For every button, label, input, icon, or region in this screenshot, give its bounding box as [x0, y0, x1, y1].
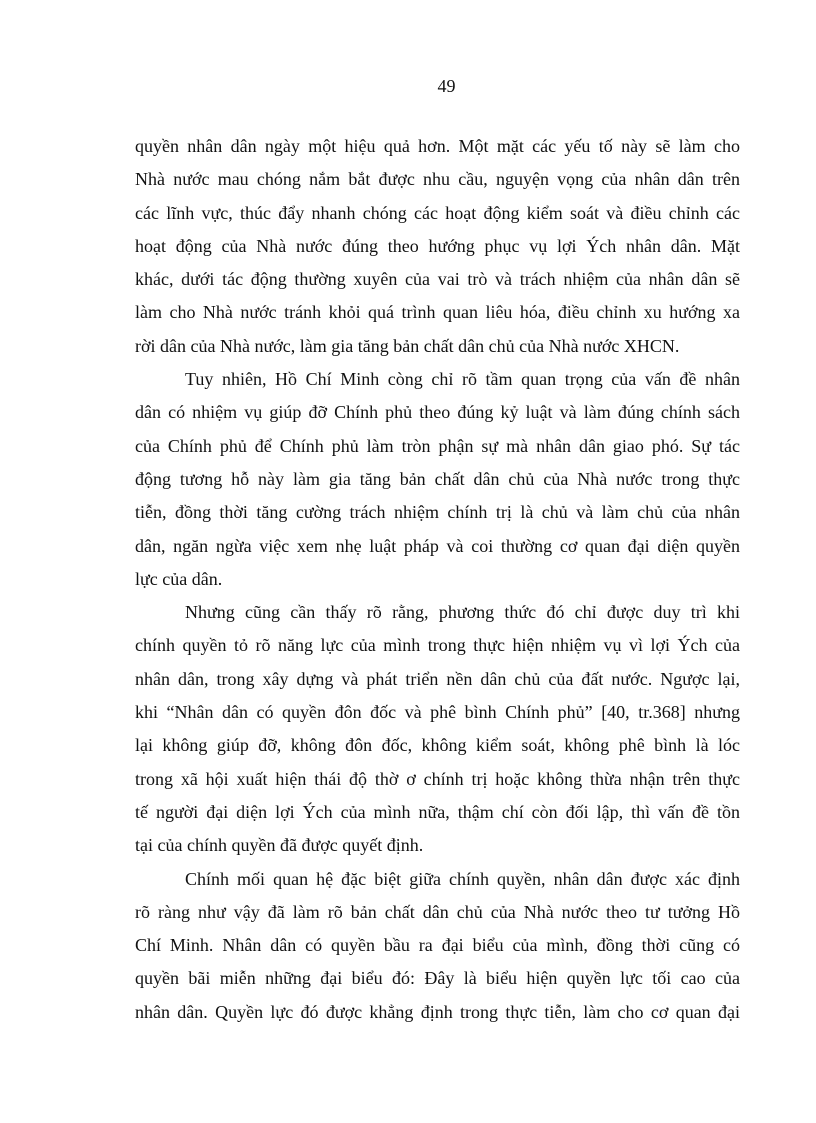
text-line: động tương hỗ này làm gia tăng bản chất dân chủ của Nhà nước trong thực: [135, 468, 740, 489]
text-line: trong xã hội xuất hiện thái độ thờ ơ chính trị hoặc không thừa nhận trên thực: [135, 768, 740, 789]
text-line: lại không giúp đỡ, không đôn đốc, không kiểm soát, không phê bình là lóc: [135, 735, 740, 756]
text-line: Nhưng cũng cần thấy rõ rằng, phương thức đó chỉ được duy trì khi: [185, 602, 740, 623]
text-line: rõ ràng như vậy đã làm rõ bản chất dân chủ của Nhà nước theo tư tưởng Hồ: [135, 901, 740, 922]
text-line: nhân dân. Quyền lực đó được khẳng định trong thực tiễn, làm cho cơ quan đại: [135, 1001, 740, 1022]
text-line: khi “Nhân dân có quyền đôn đốc và phê bình Chính phủ” [40, tr.368] nhưng: [135, 702, 740, 723]
text-line: khác, dưới tác động thường xuyên của vai trò và trách nhiệm của nhân dân sẽ: [135, 269, 740, 290]
text-line: chính quyền tỏ rõ năng lực của mình trong thực hiện nhiệm vụ vì lợi Ých của: [135, 635, 740, 656]
paragraph: [135, 596, 740, 862]
text-line: tiễn, đồng thời tăng cường trách nhiệm chính trị là chủ và làm chủ của nhân: [135, 502, 740, 523]
document-body: [135, 130, 740, 1029]
text-line: Tuy nhiên, Hồ Chí Minh còng chỉ rõ tầm quan trọng của vấn đề nhân: [185, 369, 740, 390]
text-line: của Chính phủ để Chính phủ làm tròn phận sự mà nhân dân giao phó. Sự tác: [135, 435, 740, 456]
text-line: dân, ngăn ngừa việc xem nhẹ luật pháp và coi thường cơ quan đại diện quyền: [135, 535, 740, 556]
paragraph: [135, 363, 740, 596]
text-line: nhân dân, trong xây dựng và phát triển nền dân chủ của đất nước. Ngược lại,: [135, 668, 740, 689]
text-line: lực của dân.: [135, 568, 223, 589]
text-line: Chí Minh. Nhân dân có quyền bầu ra đại biểu của mình, đồng thời cũng có: [135, 935, 740, 956]
text-line: quyền bãi miễn những đại biểu đó: Đây là biểu hiện quyền lực tối cao của: [135, 968, 740, 989]
text-line: rời dân của Nhà nước, làm gia tăng bản chất dân chủ của Nhà nước XHCN.: [135, 335, 680, 356]
text-line: dân có nhiệm vụ giúp đỡ Chính phủ theo đúng kỷ luật và làm đúng chính sách: [135, 402, 740, 423]
page-number: 49: [437, 76, 456, 96]
text-line: quyền nhân dân ngày một hiệu quả hơn. Một mặt các yếu tố này sẽ làm cho: [135, 136, 740, 156]
text-line: tế người đại diện lợi Ých của mình nữa, thậm chí còn đối lập, thì vấn đề tồn: [135, 801, 740, 822]
text-line: Nhà nước mau chóng nắm bắt được nhu cầu, nguyện vọng của nhân dân trên: [135, 169, 740, 190]
text-line: tại của chính quyền đã được quyết định.: [135, 835, 424, 856]
paragraph: [135, 863, 740, 1029]
text-line: Chính mối quan hệ đặc biệt giữa chính quyền, nhân dân được xác định: [185, 868, 740, 889]
text-line: làm cho Nhà nước tránh khỏi quá trình quan liêu hóa, điều chỉnh xu hướng xa: [135, 302, 740, 323]
text-line: hoạt động của Nhà nước đúng theo hướng phục vụ lợi Ých nhân dân. Mặt: [135, 235, 740, 256]
paragraph: [135, 130, 740, 363]
text-line: các lĩnh vực, thúc đẩy nhanh chóng các hoạt động kiểm soát và điều chỉnh các: [135, 202, 740, 223]
